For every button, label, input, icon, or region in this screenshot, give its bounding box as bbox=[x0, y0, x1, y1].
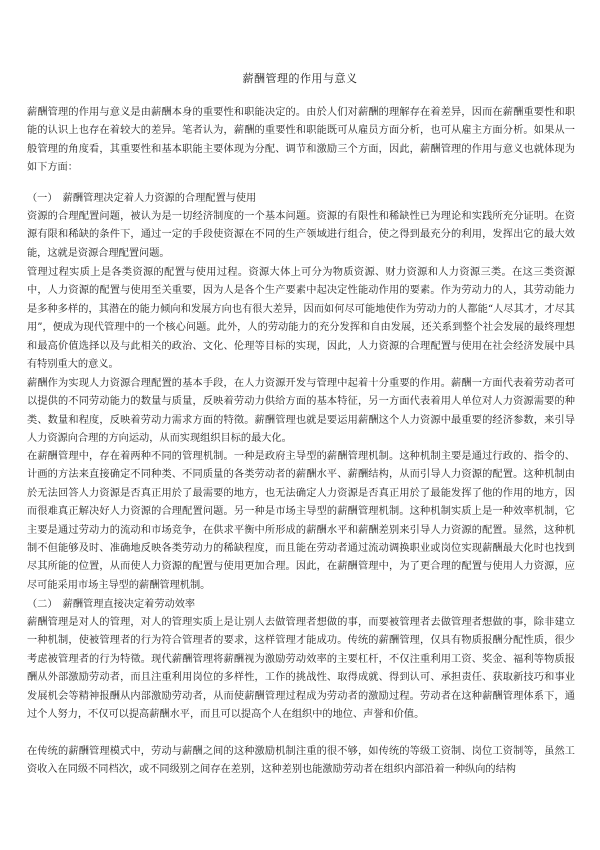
section-1-paragraph-4: 在薪酬管理中，存在着两种不同的管理机制。一种是政府主导型的薪酬管理机制。这种机制主要是通过行政的、指令的、计画的方法来直接确定不同种类、不同质量的各类劳动者的薪酬水平、薪酬结构，从而引导人力资源的配置。这种机制由於无法回答人力资源是否真正用於了最需要的地方，也无法确定人力资源是否真正用於了最能发挥了他的作用的地方，因而很难真正解决好人力资源的合理配置问题。另一种是市场主导型的薪酬管理机制。这种机制实质上是一种效率机制，它主要是通过劳动力的流动和市场竞争，在供求平衡中所形成的薪酬水平和薪酬差别来引导人力资源的配置。显然，这种机制不但能够及时、准确地反映各类劳动力的稀缺程度，而且能在劳动者通过流动调换职业或岗位实现薪酬最大化时也找到尽其所能的位置，从而使人力资源的配置与使用更加合理。因此，在薪酬管理中，为了更合理的配置与使用人力资源，应尽可能采用市场主导型的薪酬管理机制。 bbox=[27, 451, 575, 591]
intro-paragraph: 薪酬管理的作用与意义是由薪酬本身的重要性和职能决定的。由於人们对薪酬的理解存在着差异，因而在薪酬重要性和职能的认识上也存在着较大的差异。笔者认为，薪酬的重要性和职能既可从雇员方面分析，也可从雇主方面分析。如果从一般管理的角度看，其重要性和基本职能主要体现为分配、调节和激励三个方面，因此，薪酬管理的作用与意义也就体现为如下方面： bbox=[27, 107, 575, 174]
section-1-heading: （一） 薪酬管理决定着人力资源的合理配置与使用 bbox=[27, 193, 257, 204]
section-1-paragraph-3: 薪酬作为实现人力资源合理配置的基本手段，在人力资源开发与管理中起着十分重要的作用。薪酬一方面代表着劳动者可以提供的不同劳动能力的数量与质量，反映着劳动力供给方面的基本特征，另一方面代表着用人单位对人力资源需要的种类、数量和程度，反映着劳动力需求方面的特徵。薪酬管理也就是要运用薪酬这个人力资源中最重要的经济参数，来引导人力资源向合理的方向运动，从而实现组织目标的最大化。 bbox=[27, 378, 575, 445]
section-2-paragraph-2: 在传统的薪酬管理模式中，劳动与薪酬之间的这种激励机制注重的很不够，如传统的等级工资制、岗位工资制等，虽然工资收入在同级不同档次，或不同级别之间存在差别，这种差别也能激励劳动者在组织内部沿着一种纵向的结构 bbox=[27, 746, 575, 776]
section-1-paragraph-2: 管理过程实质上是各类资源的配置与使用过程。资源大体上可分为物质资源、财力资源和人力资源三类。在这三类资源中，人力资源的配置与使用至关重要，因为人是各个生产要素中起决定性能动作用的要素。作为劳动力的人，其劳动能力是多种多样的，其潜在的能力倾向和发展方向也有很大差异，因而如何尽可能地使作为劳动力的人都能“人尽其才，才尽其用”，便成为现代管理中的一个核心问题。此外，人的劳动能力的充分发挥和自由发展，还关系到整个社会发展的最终理想和最高价值选择以及与此相关的政治、文化、伦理等目标的实现，因此，人力资源的合理配置与使用在社会经济发展中具有特别重大的意义。 bbox=[27, 267, 575, 371]
document-title: 薪酬管理的作用与意义 bbox=[242, 72, 358, 85]
section-2-heading: （二） 薪酬管理直接决定着劳动效率 bbox=[27, 599, 196, 610]
section-2-paragraph-1: 薪酬管理是对人的管理，对人的管理实质上是让别人去做管理者想做的事，而要被管理者去做管理者想做的事，除非建立一种机制，使被管理者的行为符合管理者的要求，这样管理才能成功。传统的薪酬管理，仅具有物质报酬分配性质，很少考虑被管理者的行为特徵。现代薪酬管理将薪酬视为激励劳动效率的主要杠杆，不仅注重利用工资、奖金、福利等物质报酬从外部激励劳动者，而且注重利用岗位的多样性，工作的挑战性、取得成就、得到认可、承担责任、获取新技巧和事业发展机会等精神报酬从内部激励劳动者，从而使薪酬管理过程成为劳动者的激励过程。劳动者在这种薪酬管理体系下，通过个人努力，不仅可以提高薪酬水平，而且可以提高个人在组织中的地位、声誉和价值。 bbox=[27, 617, 575, 721]
section-1-paragraph-1: 资源的合理配置问题，被认为是一切经济制度的一个基本问题。资源的有限性和稀缺性已为理论和实践所充分证明。在资源有限和稀缺的条件下，通过一定的手段使资源在不同的生产领域进行组合，使之得到最充分的利用，发挥出它的最大效能，这就是资源合理配置问题。 bbox=[27, 211, 575, 259]
